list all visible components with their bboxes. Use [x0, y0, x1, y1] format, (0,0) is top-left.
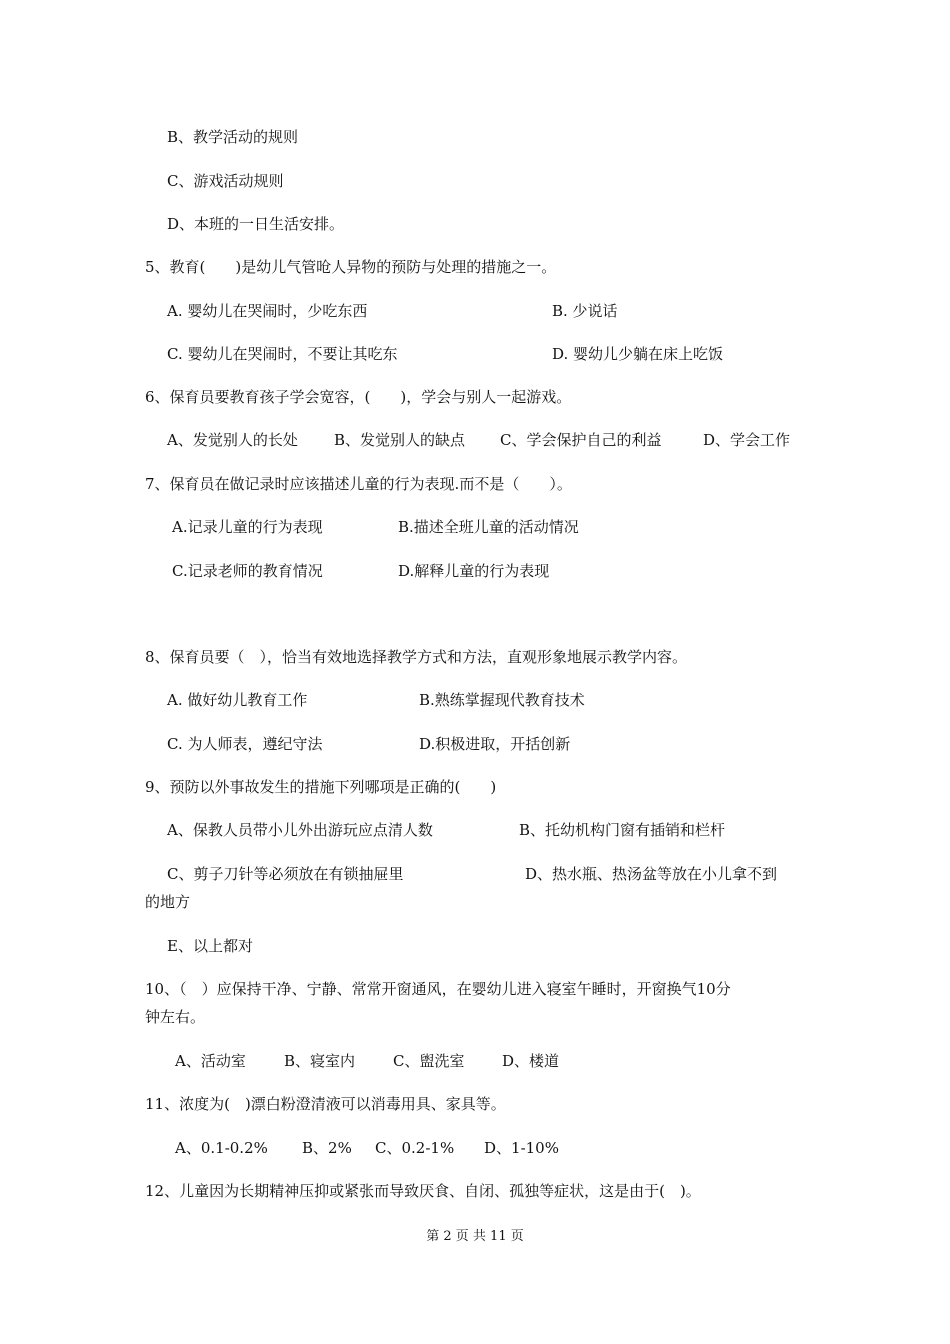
option-b: B.描述全班儿童的活动情况: [398, 518, 579, 536]
option-a: A、活动室: [175, 1052, 246, 1070]
option-c: C. 婴幼儿在哭闹时，不要让其吃东: [167, 345, 398, 363]
question-10-continued: 钟左右。: [145, 1008, 206, 1026]
option-b: B、教学活动的规则: [167, 128, 299, 146]
option-d: D、学会工作: [703, 431, 791, 449]
question-7: 7、保育员在做记录时应该描述儿童的行为表现.而不是（ ）。: [145, 475, 572, 493]
option-c: C、剪子刀针等必须放在有锁抽屉里: [167, 865, 404, 883]
option-e: E、以上都对: [167, 937, 253, 955]
option-b: B、发觉别人的缺点: [334, 431, 466, 449]
option-c: C、盥洗室: [393, 1052, 465, 1070]
question-5: 5、教育( )是幼儿气管呛人异物的预防与处理的措施之一。: [145, 258, 557, 276]
option-a: A、保教人员带小儿外出游玩应点清人数: [167, 821, 433, 839]
option-a: A.记录儿童的行为表现: [172, 518, 323, 536]
option-c: C.记录老师的教育情况: [172, 562, 323, 580]
question-8: 8、保育员要（ ），恰当有效地选择教学方式和方法，直观形象地展示教学内容。: [145, 648, 688, 666]
option-b: B.熟练掌握现代教育技术: [419, 691, 585, 709]
option-c: C、游戏活动规则: [167, 172, 284, 190]
option-d-continued: 的地方: [145, 893, 191, 911]
option-c: C. 为人师表，遵纪守法: [167, 735, 323, 753]
option-c: C、0.2-1%: [375, 1139, 455, 1157]
question-9: 9、预防以外事故发生的措施下列哪项是正确的( ): [145, 778, 497, 796]
option-d: D.解释儿童的行为表现: [398, 562, 550, 580]
question-6: 6、保育员要教育孩子学会宽容，( )，学会与别人一起游戏。: [145, 388, 572, 406]
option-b: B、托幼机构门窗有插销和栏杆: [519, 821, 726, 839]
option-d: D、1-10%: [484, 1139, 559, 1157]
option-a: A. 婴幼儿在哭闹时，少吃东西: [167, 302, 368, 320]
option-b: B、寝室内: [284, 1052, 356, 1070]
option-d: D.积极进取，开括创新: [419, 735, 571, 753]
option-a: A. 做好幼儿教育工作: [167, 691, 308, 709]
question-12: 12、儿童因为长期精神压抑或紧张而导致厌食、自闭、孤独等症状，这是由于( )。: [145, 1182, 701, 1200]
option-a: A、发觉别人的长处: [167, 431, 298, 449]
question-10: 10、（ ）应保持干净、宁静、常常开窗通风，在婴幼儿进入寝室午睡时，开窗换气10分: [145, 980, 731, 998]
option-b: B. 少说话: [552, 302, 618, 320]
option-d: D、楼道: [502, 1052, 560, 1070]
option-d: D、热水瓶、热汤盆等放在小儿拿不到: [525, 865, 778, 883]
option-b: B、2%: [302, 1139, 352, 1157]
option-d: D. 婴幼儿少躺在床上吃饭: [552, 345, 724, 363]
question-11: 11、浓度为( )漂白粉澄清液可以消毒用具、家具等。: [145, 1095, 506, 1113]
option-d: D、本班的一日生活安排。: [167, 215, 345, 233]
option-c: C、学会保护自己的利益: [500, 431, 662, 449]
option-a: A、0.1-0.2%: [175, 1139, 268, 1157]
page-footer: 第 2 页 共 11 页: [426, 1229, 524, 1244]
